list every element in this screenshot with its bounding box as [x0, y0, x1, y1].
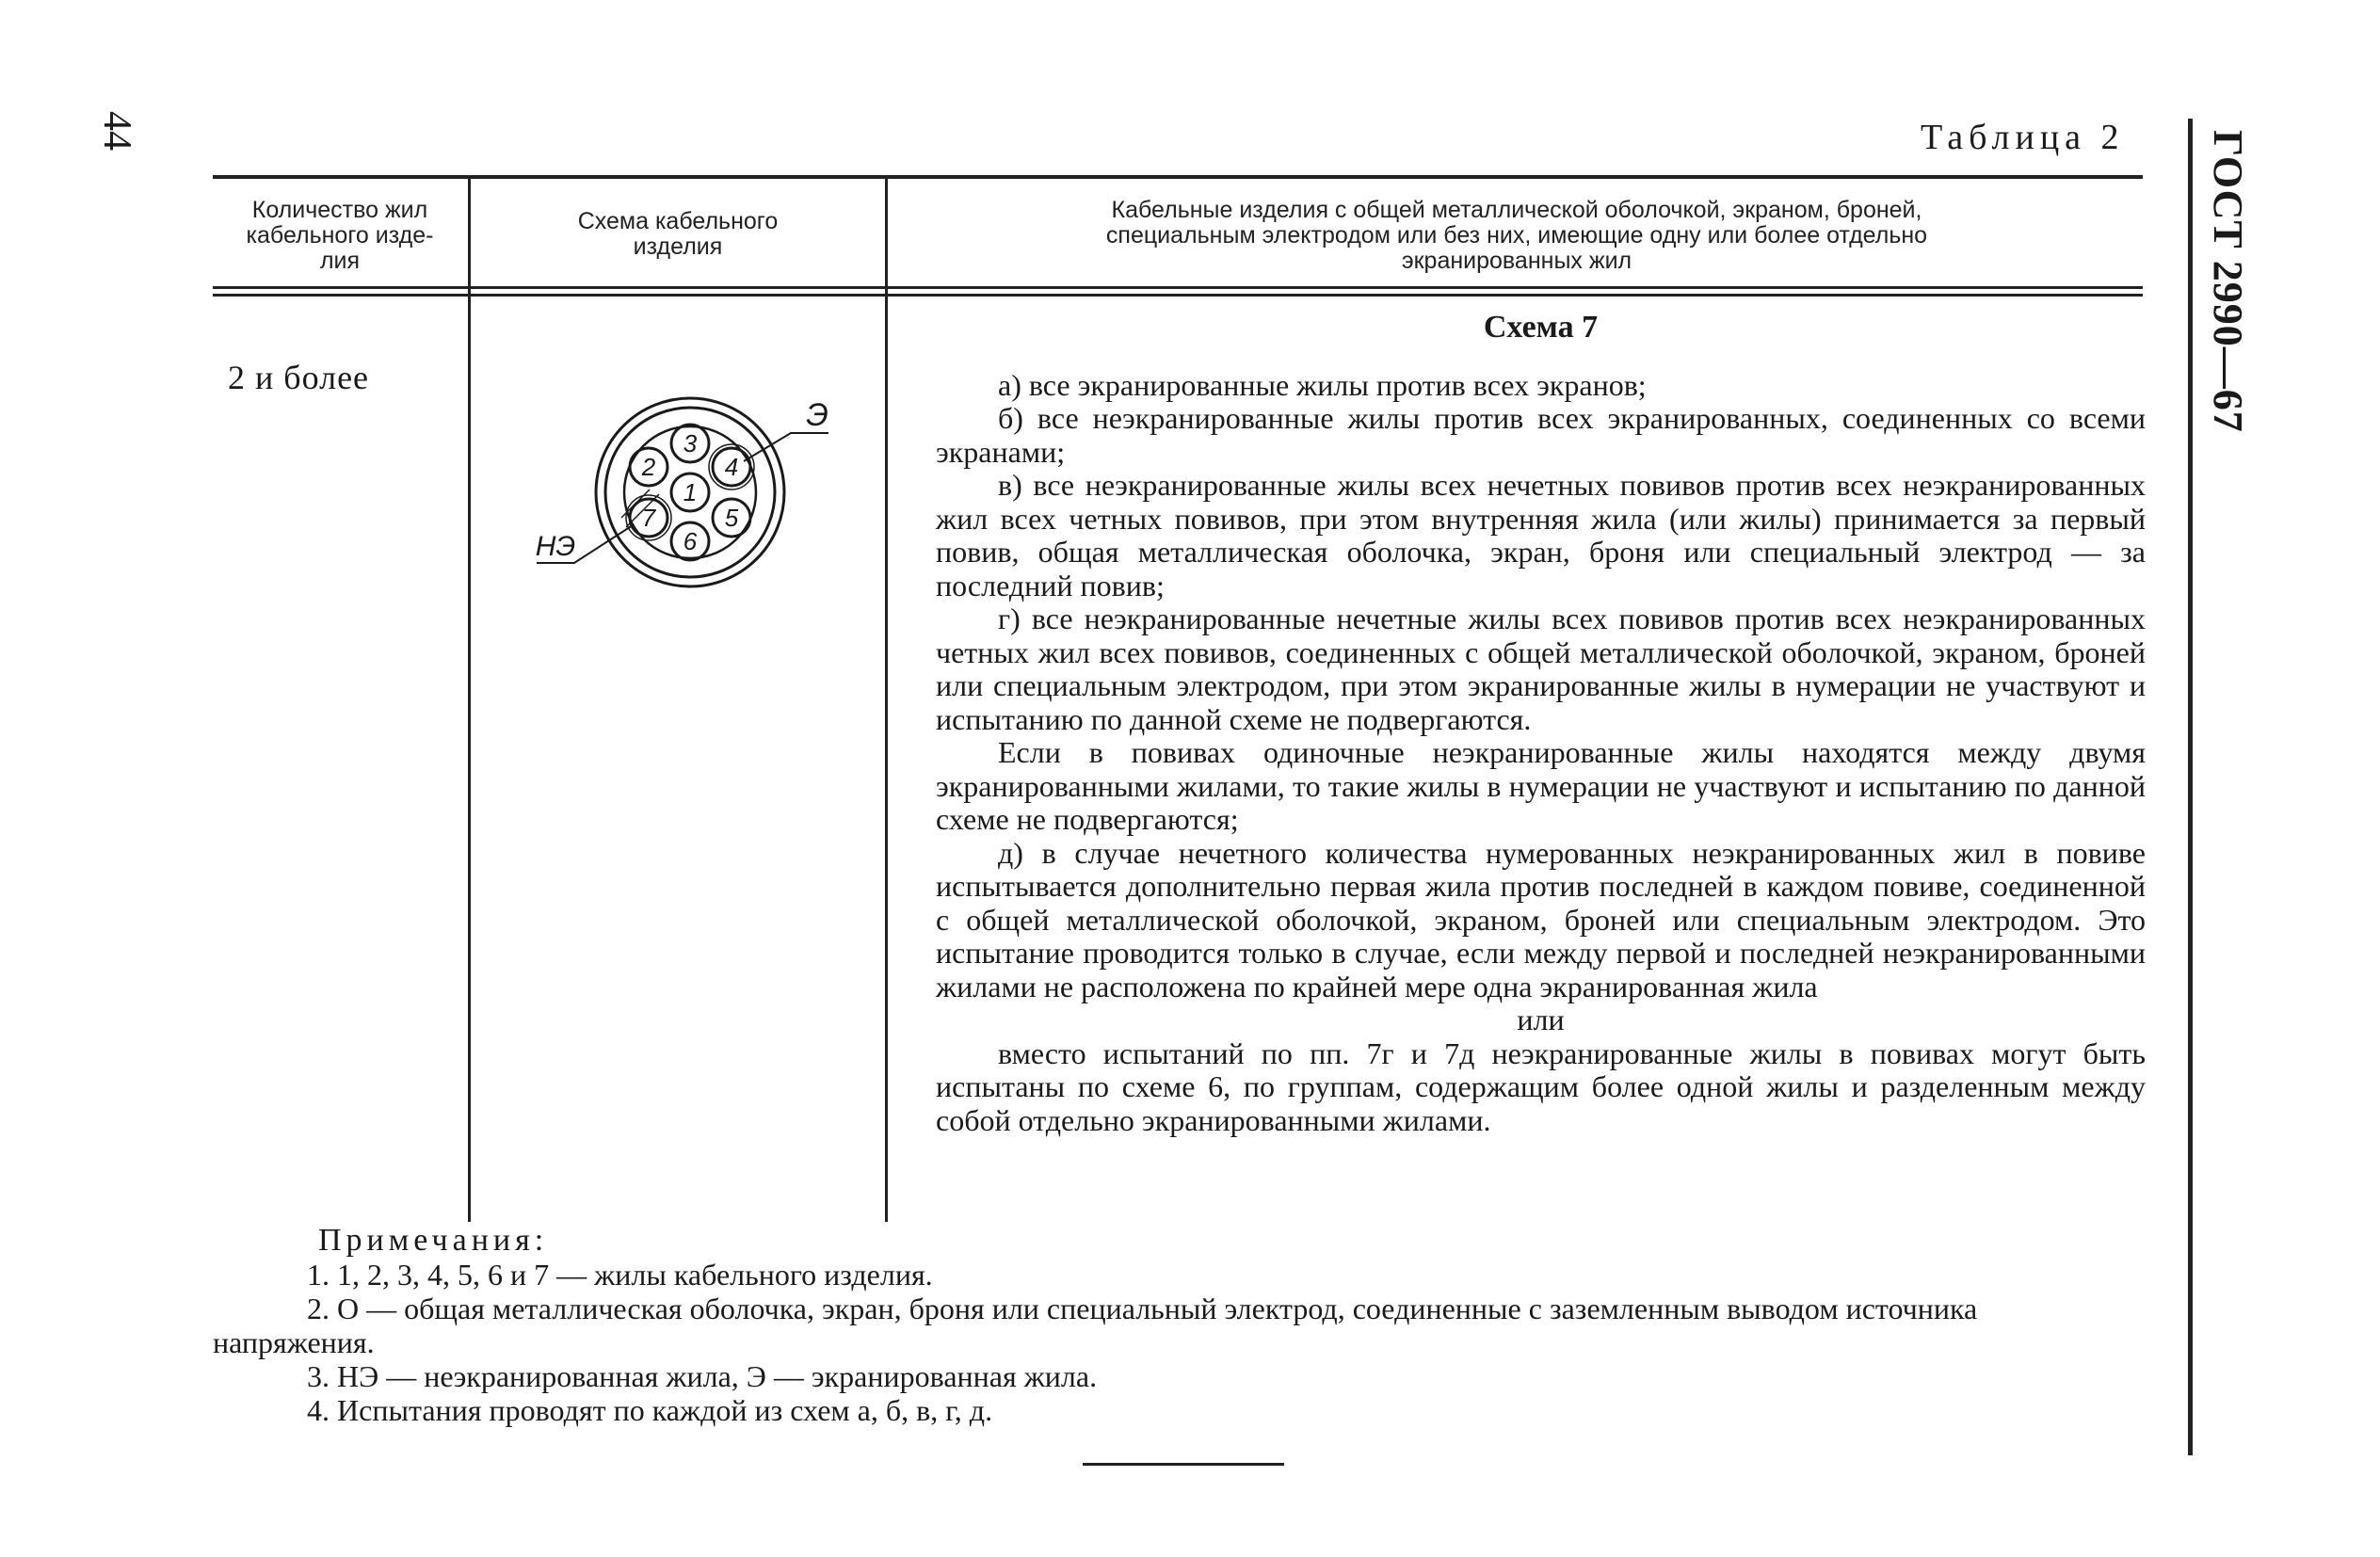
note-3: 3. НЭ — неэкранированная жила, Э — экранированная жила. [307, 1359, 1098, 1393]
core-label-3: 3 [683, 429, 698, 457]
margin-rule [2188, 119, 2193, 1455]
core-count: 2 и более [228, 359, 370, 396]
paragraph-b: б) все неэкранированные жилы против всех экранированных, соединенных со всеми экранами; [936, 401, 2146, 469]
cable-cross-section-diagram [518, 377, 838, 602]
core-label-6: 6 [683, 527, 698, 555]
note-4: 4. Испытания проводят по каждой из схем а, б, в, г, д. [307, 1393, 993, 1427]
column-divider-1 [468, 179, 471, 1222]
table-top-rule [213, 175, 2143, 179]
bottom-rule [1083, 1463, 1284, 1466]
core-label-4: 4 [724, 453, 739, 481]
table-title: Таблица 2 [1921, 118, 2125, 157]
header-rule-2 [213, 294, 2143, 297]
notes [213, 1224, 2002, 1427]
header-rule-1 [213, 286, 2143, 289]
header-count: Количество жил кабельного изде- лия [246, 197, 434, 274]
header-diagram: Схема кабельного изделия [577, 208, 779, 260]
note-1: 1. 1, 2, 3, 4, 5, 6 и 7 — жилы кабельного изделия. [307, 1258, 933, 1292]
leader-line-e [744, 433, 828, 461]
standard-designation: ГОСТ 2990—67 [2205, 130, 2251, 433]
core-label-5: 5 [724, 504, 739, 532]
schema-description [936, 311, 2146, 1137]
note-2: 2. О — общая металлическая оболочка, экран, броня или специальный электрод, соединенные с заземленным выводом источника напряжения. [213, 1292, 1978, 1359]
header-description: Кабельные изделия с общей металлической оболочкой, экраном, броней, специальным электродом или без них, имеющие одну или более отдельно экранированных жил [1105, 197, 1928, 274]
core-label-2: 2 [641, 453, 656, 481]
label-ne: НЭ [535, 531, 576, 562]
paragraph-g: г) все неэкранированные нечетные жилы всех повивов против всех неэкранированных четных жил всех повивов, соединенных с общей металлической оболочкой, экраном, броней или специальным электродом, при этом экранированные жилы в нумерации не участвуют и испытанию по данной схеме не подвергаются. [936, 602, 2146, 736]
paragraph-a: а) все экранированные жилы против всех экранов; [998, 367, 1647, 402]
schema-title: Схема 7 [1483, 310, 1599, 345]
label-e: Э [806, 397, 828, 433]
column-divider-2 [885, 179, 888, 1222]
paragraph-last: вместо испытаний по пп. 7г и 7д неэкранированные жилы в повивах могут быть испытаны по схеме 6, по группам, содержащим более одной жилы и разделенным между собой отдельно экранированными жилами. [936, 1035, 2146, 1137]
or-text: или [1517, 1003, 1565, 1036]
core-label-7: 7 [641, 504, 656, 532]
page-number: 44 [95, 111, 138, 151]
paragraph-d: д) в случае нечетного количества нумерованных неэкранированных жил в повиве испытывается дополнительно первая жила против последней в каждом повиве, соединенной с общей металлической оболочкой, экраном, броней или специальным электродом. Это испытание проводится только в случае, если между первой и последней неэкранированными жилами не расположена по крайней мере одна экранированная жила [936, 835, 2146, 1003]
core-label-1: 1 [683, 478, 698, 506]
notes-heading: Примечания: [318, 1223, 549, 1258]
paragraph-if: Если в повивах одиночные неэкранированные жилы находятся между двумя экранированными жилами, то такие жилы в нумерации не участвуют и испытанию по данной схеме не подвергаются; [936, 735, 2146, 836]
paragraph-v: в) все неэкранированные жилы всех нечетных повивов против всех неэкранированных жил всех четных повивов, при этом внутренняя жила (или жилы) принимается за первый повив, общая металлическая оболочка, экран, броня или специальный электрод — за последний повив; [936, 468, 2146, 602]
